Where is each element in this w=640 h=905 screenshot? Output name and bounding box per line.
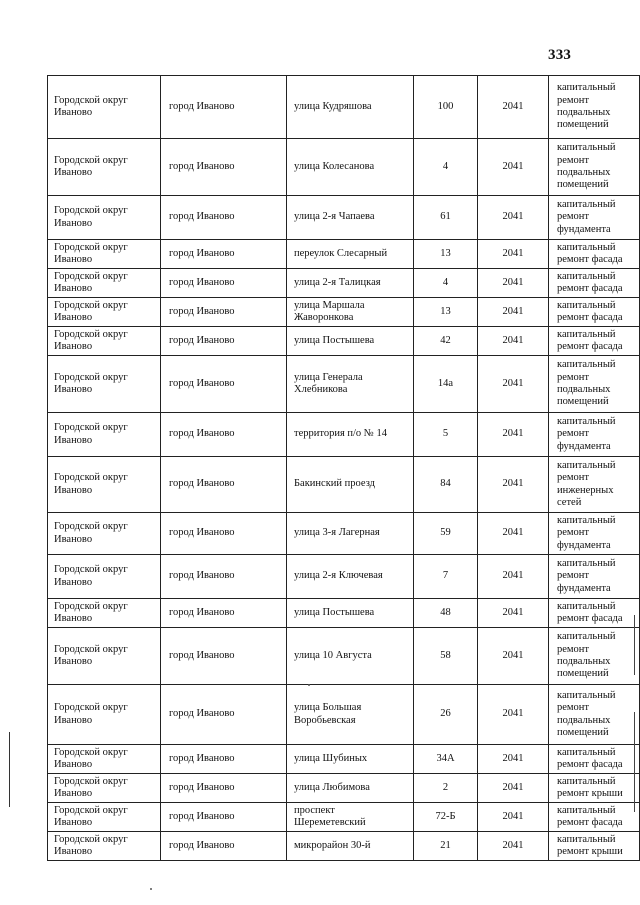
- street-cell: улица Колесанова: [287, 139, 414, 196]
- scan-edge-line: [634, 712, 635, 812]
- table-row: [48, 628, 640, 685]
- street-cell: улица Любимова: [287, 774, 414, 803]
- house-cell: 7: [414, 555, 478, 599]
- page-number: 333: [548, 47, 572, 63]
- house-cell: 13: [414, 298, 478, 327]
- house-cell: 2: [414, 774, 478, 803]
- work-type-cell: капитальный ремонт фасада: [549, 745, 640, 774]
- table-row: [48, 327, 640, 356]
- street-cell: улица Кудряшова: [287, 76, 414, 139]
- city-cell: город Иваново: [161, 76, 287, 139]
- city-cell: город Иваново: [161, 298, 287, 327]
- year-cell: 2041: [478, 327, 549, 356]
- district-cell: Городской округ Иваново: [48, 832, 161, 861]
- street-cell: улица Генерала Хлебникова: [287, 356, 414, 413]
- table-row: [48, 240, 640, 269]
- street-cell: улица Шубиных: [287, 745, 414, 774]
- city-cell: город Иваново: [161, 555, 287, 599]
- street-cell: улица 2-я Чапаева: [287, 196, 414, 240]
- table-row: [48, 457, 640, 513]
- table-row: [48, 139, 640, 196]
- year-cell: 2041: [478, 745, 549, 774]
- table-row: [48, 832, 640, 861]
- table-row: [48, 599, 640, 628]
- year-cell: 2041: [478, 356, 549, 413]
- house-cell: 72-Б: [414, 803, 478, 832]
- street-cell: улица 2-я Ключевая: [287, 555, 414, 599]
- house-cell: 4: [414, 269, 478, 298]
- work-type-cell: капитальный ремонт фундамента: [549, 513, 640, 555]
- house-cell: 26: [414, 685, 478, 745]
- year-cell: 2041: [478, 685, 549, 745]
- house-cell: 4: [414, 139, 478, 196]
- work-type-cell: капитальный ремонт подвальных помещений: [549, 685, 640, 745]
- city-cell: город Иваново: [161, 139, 287, 196]
- street-cell: микрорайон 30-й: [287, 832, 414, 861]
- table-row: [48, 196, 640, 240]
- work-type-cell: капитальный ремонт фундамента: [549, 413, 640, 457]
- work-type-cell: капитальный ремонт фасада: [549, 599, 640, 628]
- work-type-cell: капитальный ремонт фасада: [549, 298, 640, 327]
- house-cell: 34А: [414, 745, 478, 774]
- district-cell: Городской округ Иваново: [48, 555, 161, 599]
- year-cell: 2041: [478, 774, 549, 803]
- house-cell: 84: [414, 457, 478, 513]
- year-cell: 2041: [478, 513, 549, 555]
- year-cell: 2041: [478, 832, 549, 861]
- district-cell: Городской округ Иваново: [48, 413, 161, 457]
- house-cell: 61: [414, 196, 478, 240]
- district-cell: Городской округ Иваново: [48, 803, 161, 832]
- city-cell: город Иваново: [161, 628, 287, 685]
- city-cell: город Иваново: [161, 457, 287, 513]
- table-body: [48, 76, 640, 861]
- year-cell: 2041: [478, 240, 549, 269]
- year-cell: 2041: [478, 196, 549, 240]
- house-cell: 5: [414, 413, 478, 457]
- district-cell: Городской округ Иваново: [48, 76, 161, 139]
- house-cell: 13: [414, 240, 478, 269]
- work-type-cell: капитальный ремонт крыши: [549, 832, 640, 861]
- year-cell: 2041: [478, 555, 549, 599]
- street-cell: улица Большая Воробьевская: [287, 685, 414, 745]
- district-cell: Городской округ Иваново: [48, 356, 161, 413]
- street-cell: улица Маршала Жаворонкова: [287, 298, 414, 327]
- house-cell: 100: [414, 76, 478, 139]
- table-row: [48, 555, 640, 599]
- district-cell: Городской округ Иваново: [48, 745, 161, 774]
- city-cell: город Иваново: [161, 413, 287, 457]
- city-cell: город Иваново: [161, 745, 287, 774]
- district-cell: Городской округ Иваново: [48, 298, 161, 327]
- year-cell: 2041: [478, 76, 549, 139]
- work-type-cell: капитальный ремонт инженерных сетей: [549, 457, 640, 513]
- work-type-cell: капитальный ремонт подвальных помещений: [549, 139, 640, 196]
- district-cell: Городской округ Иваново: [48, 269, 161, 298]
- city-cell: город Иваново: [161, 832, 287, 861]
- work-type-cell: капитальный ремонт фасада: [549, 240, 640, 269]
- year-cell: 2041: [478, 628, 549, 685]
- house-cell: 48: [414, 599, 478, 628]
- district-cell: Городской округ Иваново: [48, 599, 161, 628]
- street-cell: улица 10 Августа: [287, 628, 414, 685]
- district-cell: Городской округ Иваново: [48, 685, 161, 745]
- street-cell: переулок Слесарный: [287, 240, 414, 269]
- street-cell: улица 2-я Талицкая: [287, 269, 414, 298]
- house-cell: 21: [414, 832, 478, 861]
- street-cell: Бакинский проезд: [287, 457, 414, 513]
- year-cell: 2041: [478, 139, 549, 196]
- work-type-cell: капитальный ремонт подвальных помещений: [549, 628, 640, 685]
- street-cell: территория п/о № 14: [287, 413, 414, 457]
- district-cell: Городской округ Иваново: [48, 327, 161, 356]
- table-row: [48, 356, 640, 413]
- work-type-cell: капитальный ремонт крыши: [549, 774, 640, 803]
- street-cell: улица Постышева: [287, 599, 414, 628]
- district-cell: Городской округ Иваново: [48, 628, 161, 685]
- city-cell: город Иваново: [161, 240, 287, 269]
- year-cell: 2041: [478, 599, 549, 628]
- district-cell: Городской округ Иваново: [48, 457, 161, 513]
- city-cell: город Иваново: [161, 196, 287, 240]
- city-cell: город Иваново: [161, 599, 287, 628]
- repair-schedule-table: [47, 75, 640, 861]
- city-cell: город Иваново: [161, 356, 287, 413]
- house-cell: 42: [414, 327, 478, 356]
- scan-speck: [308, 684, 310, 686]
- work-type-cell: капитальный ремонт фасада: [549, 327, 640, 356]
- city-cell: город Иваново: [161, 269, 287, 298]
- city-cell: город Иваново: [161, 513, 287, 555]
- year-cell: 2041: [478, 298, 549, 327]
- scan-margin-line: [9, 732, 10, 807]
- year-cell: 2041: [478, 803, 549, 832]
- year-cell: 2041: [478, 413, 549, 457]
- year-cell: 2041: [478, 269, 549, 298]
- table-row: [48, 413, 640, 457]
- year-cell: 2041: [478, 457, 549, 513]
- work-type-cell: капитальный ремонт фасада: [549, 803, 640, 832]
- district-cell: Городской округ Иваново: [48, 774, 161, 803]
- scan-edge-line: [634, 615, 635, 675]
- table-row: [48, 745, 640, 774]
- city-cell: город Иваново: [161, 685, 287, 745]
- street-cell: улица Постышева: [287, 327, 414, 356]
- table-row: [48, 298, 640, 327]
- house-cell: 59: [414, 513, 478, 555]
- city-cell: город Иваново: [161, 327, 287, 356]
- work-type-cell: капитальный ремонт фундамента: [549, 196, 640, 240]
- house-cell: 58: [414, 628, 478, 685]
- street-cell: улица 3-я Лагерная: [287, 513, 414, 555]
- work-type-cell: капитальный ремонт подвальных помещений: [549, 76, 640, 139]
- work-type-cell: капитальный ремонт фасада: [549, 269, 640, 298]
- district-cell: Городской округ Иваново: [48, 139, 161, 196]
- work-type-cell: капитальный ремонт фундамента: [549, 555, 640, 599]
- work-type-cell: капитальный ремонт подвальных помещений: [549, 356, 640, 413]
- table-row: [48, 803, 640, 832]
- district-cell: Городской округ Иваново: [48, 513, 161, 555]
- scan-speck: [150, 888, 152, 890]
- repair-schedule-table-wrapper: [47, 75, 640, 861]
- city-cell: город Иваново: [161, 803, 287, 832]
- street-cell: проспект Шереметевский: [287, 803, 414, 832]
- district-cell: Городской округ Иваново: [48, 240, 161, 269]
- table-row: [48, 76, 640, 139]
- house-cell: 14а: [414, 356, 478, 413]
- district-cell: Городской округ Иваново: [48, 196, 161, 240]
- table-row: [48, 269, 640, 298]
- table-row: [48, 774, 640, 803]
- city-cell: город Иваново: [161, 774, 287, 803]
- table-row: [48, 513, 640, 555]
- table-row: [48, 685, 640, 745]
